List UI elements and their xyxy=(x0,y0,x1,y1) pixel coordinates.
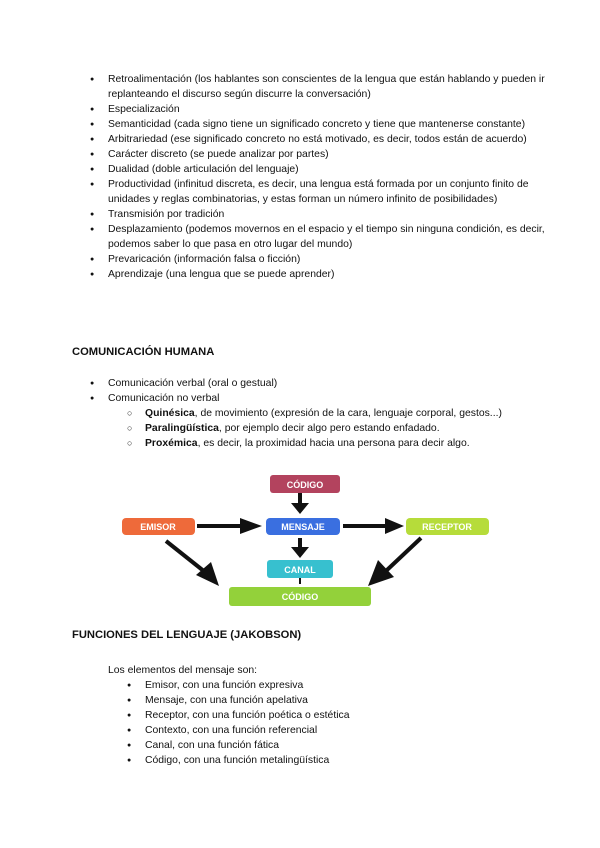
arrow-down-icon xyxy=(291,538,309,558)
section-heading-funciones: FUNCIONES DEL LENGUAJE (JAKOBSON) xyxy=(72,629,302,641)
list-item: ● Código, con una función metalingüística xyxy=(145,753,545,768)
receptor-label: RECEPTOR xyxy=(422,522,472,532)
codigo-top-label: CÓDIGO xyxy=(286,480,324,490)
section-heading-comunicacion: COMUNICACIÓN HUMANA xyxy=(72,346,215,358)
functions-list xyxy=(145,678,545,768)
list-item: ● Aprendizaje (una lengua que se puede aprender) xyxy=(108,267,548,282)
list-item: ● Prevaricación (información falsa o ficción) xyxy=(108,252,548,267)
arrow-down-icon xyxy=(299,578,301,584)
codigo-bottom-box xyxy=(229,587,371,606)
canal-box xyxy=(267,560,333,578)
list-item: ● Retroalimentación (los hablantes son conscientes de la lengua que están hablando y pueden ir replanteando el discurso según discurre la conversación) xyxy=(108,72,548,102)
arrow-down-icon xyxy=(291,492,309,514)
term: Quinésica xyxy=(145,408,195,419)
codigo-bottom-label: CÓDIGO xyxy=(281,592,319,602)
list-item: ● Mensaje, con una función apelativa xyxy=(145,693,545,708)
list-item: ● Receptor, con una función poética o estética xyxy=(145,708,545,723)
term-description: , es decir, la proximidad hacia una persona para decir algo. xyxy=(197,438,470,449)
term: Paralingüística xyxy=(145,423,219,434)
list-item: ● Emisor, con una función expresiva xyxy=(145,678,545,693)
arrow-right-icon xyxy=(343,518,404,534)
mensaje-box xyxy=(266,518,340,535)
list-item: ● Desplazamiento (podemos movernos en el espacio y el tiempo sin ninguna condición, es decir, podemos saber lo que pasa en otro lugar del mundo) xyxy=(108,222,548,252)
functions-intro: Los elementos del mensaje son: xyxy=(108,665,258,676)
canal-label: CANAL xyxy=(284,565,316,575)
term: Proxémica xyxy=(145,438,198,449)
list-item: ● Comunicación no verbal xyxy=(108,391,548,406)
term-description: , de movimiento (expresión de la cara, lenguaje corporal, gestos...) xyxy=(194,408,502,419)
list-item: ● Carácter discreto (se puede analizar por partes) xyxy=(108,147,548,162)
emisor-box xyxy=(122,518,195,535)
list-item: ● Dualidad (doble articulación del lenguaje) xyxy=(108,162,548,177)
codigo-top-box xyxy=(270,475,340,493)
arrow-diagonal-icon xyxy=(368,538,421,586)
arrow-right-icon xyxy=(197,518,262,534)
emisor-label: EMISOR xyxy=(140,522,176,532)
list-item: ● Semanticidad (cada signo tiene un significado concreto y tiene que mantenerse constante) xyxy=(108,117,548,132)
receptor-box xyxy=(406,518,489,535)
list-item: ● Arbitrariedad (ese significado concreto no está motivado, es decir, todos están de acuerdo) xyxy=(108,132,548,147)
mensaje-label: MENSAJE xyxy=(281,522,325,532)
list-item: ● Especialización xyxy=(108,102,548,117)
term-description: , por ejemplo decir algo pero estando enfadado. xyxy=(218,423,440,434)
list-item: ● Transmisión por tradición xyxy=(108,207,548,222)
list-item: ● Canal, con una función fática xyxy=(145,738,545,753)
list-item: ● Contexto, con una función referencial xyxy=(145,723,545,738)
list-item: ● Productividad (infinitud discreta, es decir, una lengua está formada por un conjunto finito de unidades y reglas combinatorias, y estas forman un número infinito de posibilidades) xyxy=(108,177,548,207)
arrow-diagonal-icon xyxy=(166,541,219,586)
list-item: ● Comunicación verbal (oral o gestual) xyxy=(108,376,548,391)
